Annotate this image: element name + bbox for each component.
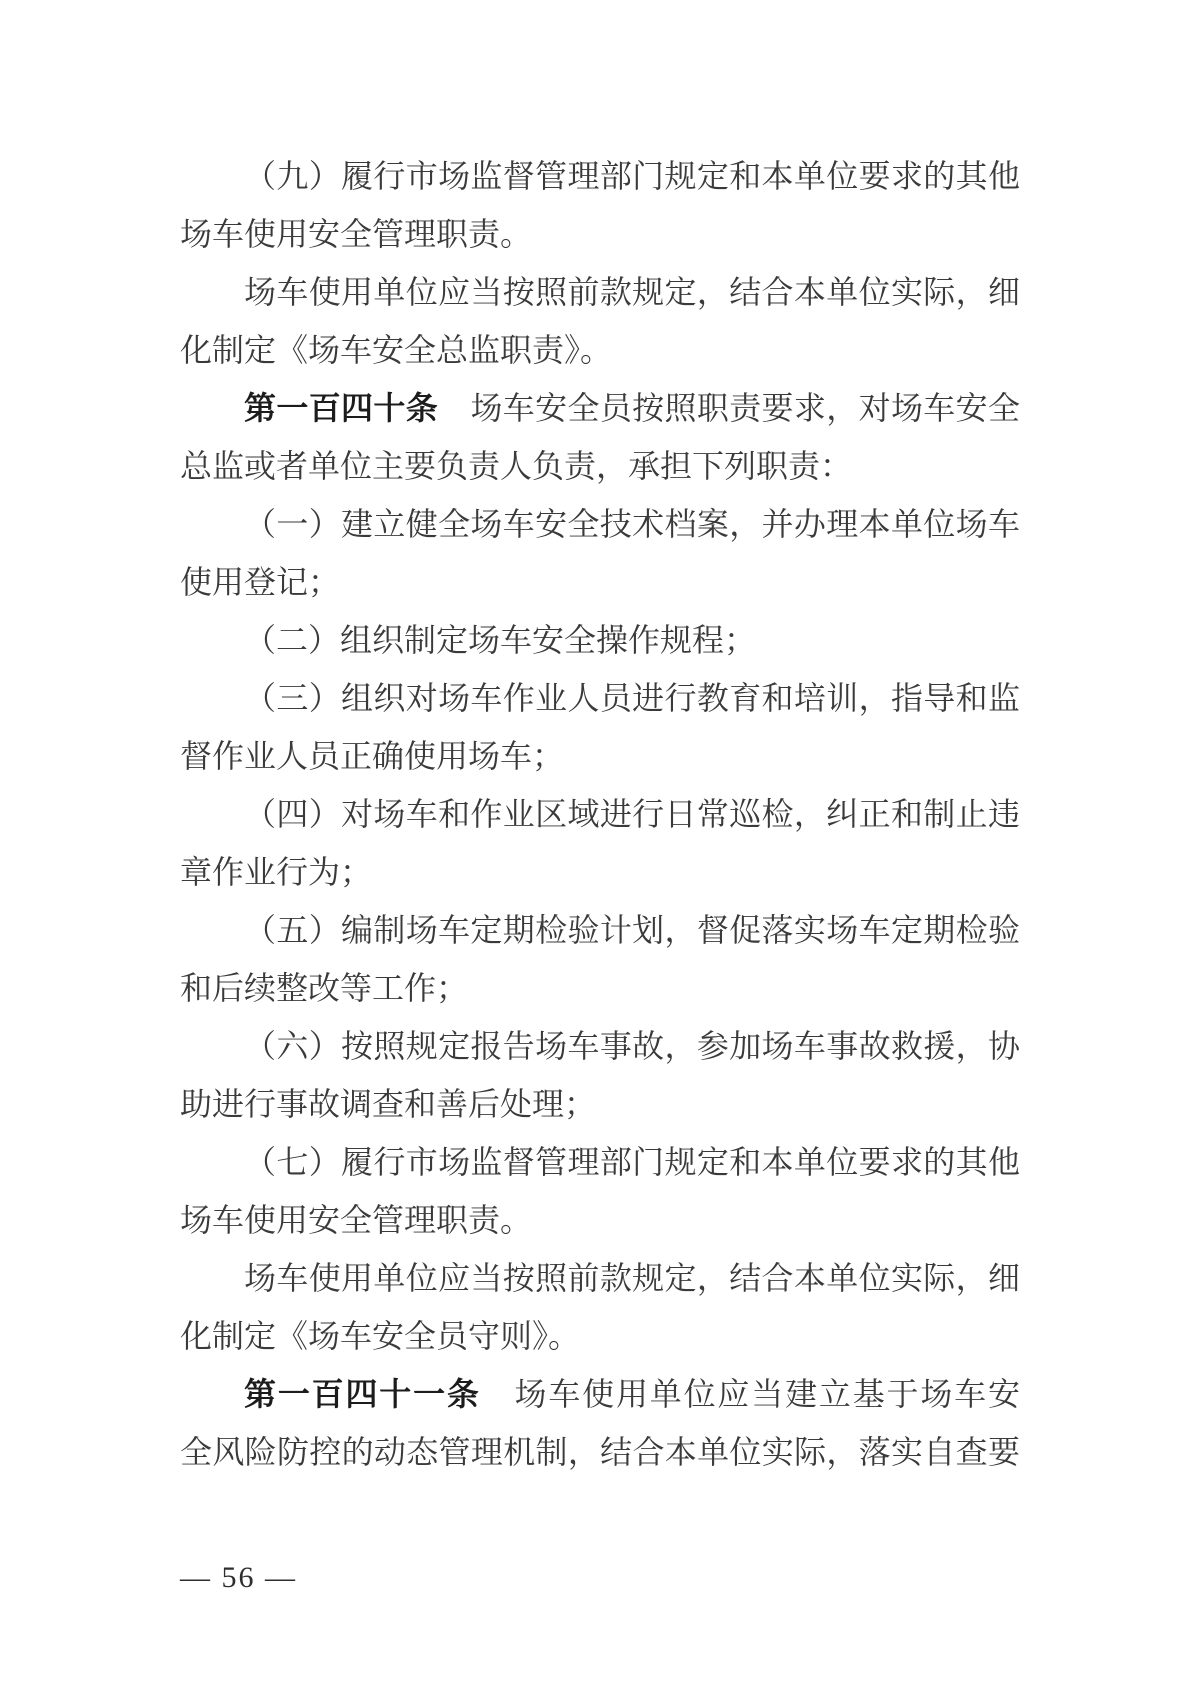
text-line: [180, 959, 1020, 1017]
text-line: [180, 1249, 1020, 1307]
text-line: [180, 1133, 1020, 1191]
text-run: 场车使用单位应当按照前款规定，结合本单位实际，细: [244, 1260, 1020, 1296]
text-run: 场车使用单位应当建立基于场车安: [480, 1376, 1020, 1412]
text-line: [180, 379, 1020, 437]
text-line: [180, 1365, 1020, 1423]
text-run: 章作业行为；: [180, 854, 373, 890]
text-line: [180, 1307, 1020, 1365]
text-line: [180, 1075, 1020, 1133]
text-run: 使用登记；: [180, 564, 341, 600]
text-line: [180, 147, 1020, 205]
text-run: （五）编制场车定期检验计划，督促落实场车定期检验: [244, 912, 1020, 948]
text-run: 助进行事故调查和善后处理；: [180, 1086, 597, 1122]
text-run: 化制定《场车安全员守则》。: [180, 1318, 581, 1354]
text-run: 场车安全员按照职责要求，对场车安全: [438, 390, 1020, 426]
text-line: [180, 611, 1020, 669]
page-number: — 56 —: [180, 1561, 297, 1594]
text-line: [180, 437, 1020, 495]
text-run: （三）组织对场车作业人员进行教育和培训，指导和监: [244, 680, 1020, 716]
text-line: [180, 785, 1020, 843]
article-number-bold: 第一百四十条: [244, 390, 439, 426]
text-run: （九）履行市场监督管理部门规定和本单位要求的其他: [244, 158, 1020, 194]
text-line: [180, 901, 1020, 959]
text-line: [180, 669, 1020, 727]
text-line: [180, 727, 1020, 785]
text-line: [180, 1191, 1020, 1249]
text-run: 和后续整改等工作；: [180, 970, 469, 1006]
text-line: [180, 1423, 1020, 1481]
article-number-bold: 第一百四十一条: [244, 1376, 481, 1412]
text-run: （二）组织制定场车安全操作规程；: [244, 622, 757, 658]
text-line: [180, 321, 1020, 379]
text-block: [180, 147, 1020, 1481]
text-run: 化制定《场车安全总监职责》。: [180, 332, 613, 368]
text-line: [180, 205, 1020, 263]
text-run: 场车使用单位应当按照前款规定，结合本单位实际，细: [244, 274, 1020, 310]
text-run: （一）建立健全场车安全技术档案，并办理本单位场车: [244, 506, 1020, 542]
text-run: 场车使用安全管理职责。: [180, 1202, 533, 1238]
text-run: （四）对场车和作业区域进行日常巡检，纠正和制止违: [244, 796, 1020, 832]
text-line: [180, 263, 1020, 321]
text-line: [180, 843, 1020, 901]
text-line: [180, 1017, 1020, 1075]
text-run: （七）履行市场监督管理部门规定和本单位要求的其他: [244, 1144, 1020, 1180]
text-run: 场车使用安全管理职责。: [180, 216, 533, 252]
text-line: [180, 553, 1020, 611]
text-run: 全风险防控的动态管理机制，结合本单位实际，落实自查要: [180, 1434, 1020, 1470]
text-run: （六）按照规定报告场车事故，参加场车事故救援，协: [244, 1028, 1020, 1064]
text-run: 督作业人员正确使用场车；: [180, 738, 565, 774]
text-run: 总监或者单位主要负责人负责，承担下列职责：: [180, 448, 853, 484]
text-line: [180, 495, 1020, 553]
